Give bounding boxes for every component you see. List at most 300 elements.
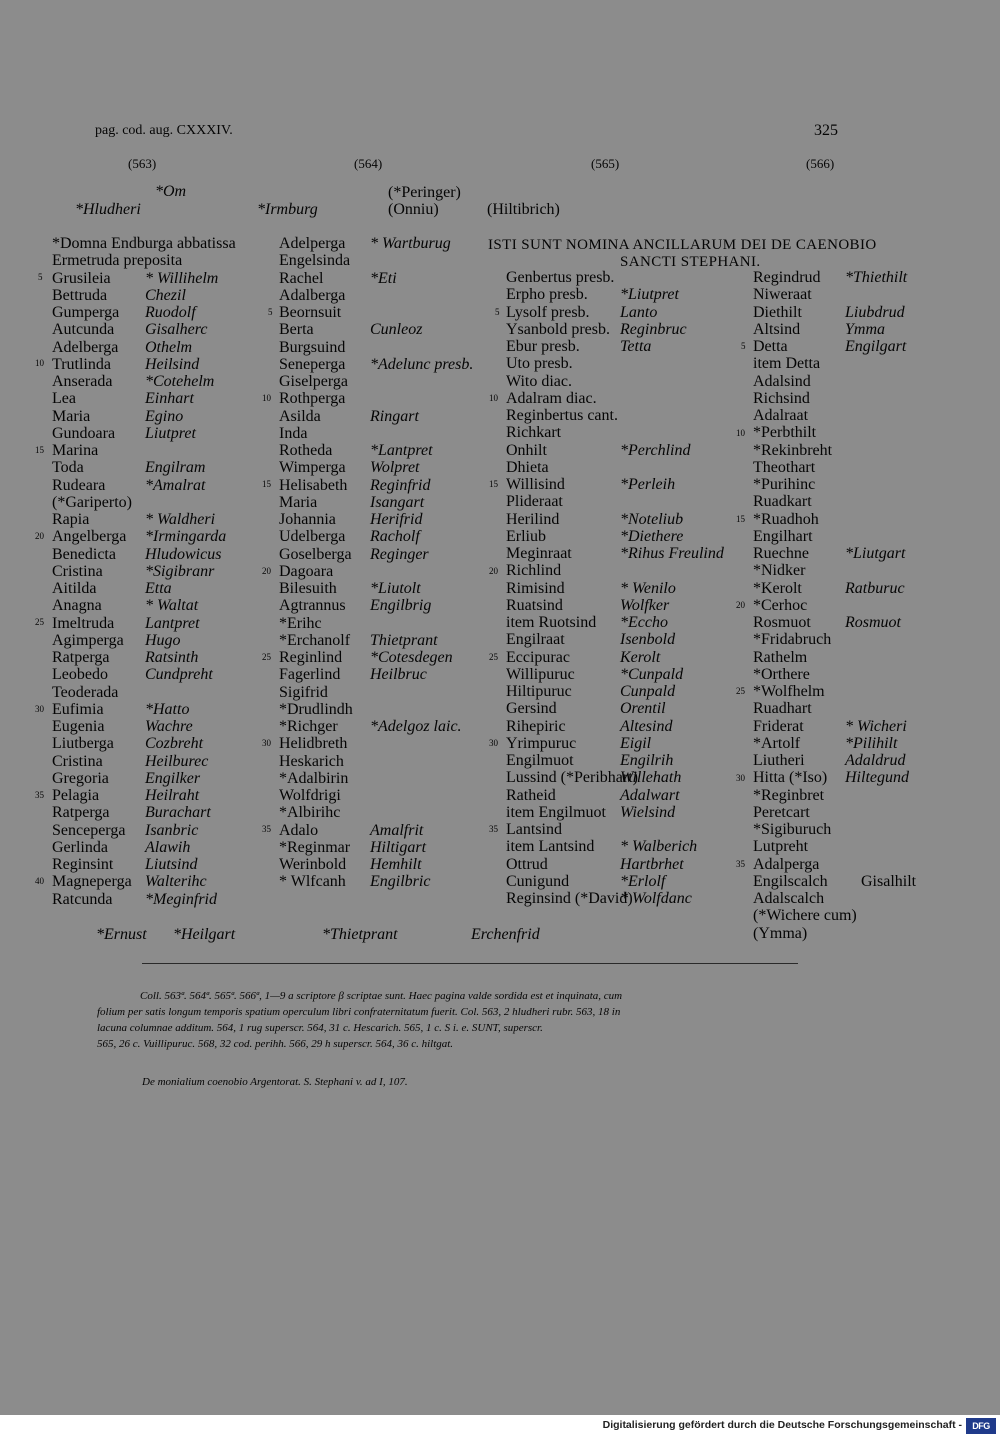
name-entry: Isenbold <box>620 631 676 649</box>
name-entry: Adelberga <box>52 338 119 356</box>
name-entry: Yrimpuruc <box>506 734 577 752</box>
name-entry: Eugenia <box>52 718 105 735</box>
name-entry <box>845 856 916 873</box>
name-entry <box>145 684 226 701</box>
name-entry <box>845 493 916 510</box>
name-entry: Rapia <box>52 511 90 528</box>
name-entry <box>620 373 724 390</box>
column-565-names <box>506 269 638 907</box>
name-entry <box>845 838 916 855</box>
column-563-second-names <box>145 235 226 908</box>
name-entry: Hludowicus <box>145 545 222 563</box>
name-entry <box>845 700 916 717</box>
name-entry: *Nidker <box>753 562 806 580</box>
name-entry: Hugo <box>145 631 181 649</box>
name-entry: Engilbrig <box>370 597 432 615</box>
entry-hiltibrich: (Hiltibrich) <box>487 201 560 218</box>
name-entry: Maria <box>279 493 318 511</box>
name-entry: Engelsinda <box>279 252 351 270</box>
heading-line-1: ISTI SUNT NOMINA ANCILLARUM DEI DE CAENOBIO <box>488 237 877 253</box>
line-number: 10 <box>489 393 498 403</box>
name-entry: Marina <box>52 442 99 459</box>
name-entry: Kerolt <box>620 648 661 666</box>
name-entry: *Albirihc <box>279 804 341 822</box>
name-entry <box>845 442 916 459</box>
name-entry: Engilgart <box>845 338 907 355</box>
name-entry <box>620 562 724 579</box>
name-entry: Friderat <box>753 717 804 735</box>
name-entry: Heilsind <box>145 355 200 373</box>
name-entry: Magneperga <box>52 873 132 891</box>
name-entry: *Perbthilt <box>753 424 817 442</box>
name-entry: Autcunda <box>52 321 115 339</box>
name-entry: Amalfrit <box>370 821 424 839</box>
column-number-566: (566) <box>806 156 835 171</box>
name-entry: Richlind <box>506 562 562 580</box>
name-entry: *Rekinbreht <box>753 441 833 459</box>
name-entry: *Perchlind <box>620 441 691 459</box>
name-entry: *Kerolt <box>753 579 802 597</box>
name-entry: Eigil <box>620 734 652 752</box>
name-entry: Gisalhilt <box>861 872 917 890</box>
line-number: 5 <box>38 272 43 282</box>
name-entry: *Rihus Freulind <box>620 545 724 562</box>
name-entry <box>845 804 916 821</box>
name-entry: Racholf <box>370 528 420 546</box>
name-entry: Uto presb. <box>506 355 573 373</box>
name-entry <box>620 821 724 838</box>
name-entry: * Wenilo <box>620 579 676 597</box>
name-entry: Willipuruc <box>506 665 575 683</box>
name-entry: Liutpret <box>145 424 196 442</box>
name-entry: Egino <box>145 407 184 425</box>
name-entry: Altsind <box>753 320 801 338</box>
name-entry: Lutpreht <box>753 838 809 856</box>
name-entry: Grusileia <box>52 269 111 287</box>
line-number: 20 <box>489 566 498 576</box>
name-entry: Orentil <box>620 700 666 718</box>
name-entry: Johannia <box>279 511 336 528</box>
name-entry <box>370 373 473 390</box>
name-entry: Bettruda <box>52 286 108 304</box>
line-number: 10 <box>35 358 44 368</box>
name-entry <box>370 425 473 442</box>
name-entry: Niweraat <box>753 286 812 304</box>
name-entry: Anagna <box>52 597 102 615</box>
name-entry: Cozbreht <box>145 735 204 753</box>
name-entry: *Artolf <box>753 734 801 752</box>
name-entry: Rosmuot <box>845 614 901 631</box>
name-entry <box>370 787 473 804</box>
entry-om: *Om <box>155 183 187 200</box>
name-entry <box>845 476 916 493</box>
dfg-logo: DFG <box>966 1418 996 1434</box>
name-entry: Adalwart <box>620 786 680 804</box>
name-entry: *Erihc <box>279 614 322 632</box>
name-entry: Engilmuot <box>506 752 574 769</box>
name-entry: Othelm <box>145 338 193 356</box>
name-entry: *Richger <box>279 718 338 735</box>
name-entry <box>845 821 916 838</box>
name-entry <box>370 563 473 580</box>
name-entry: Udelberga <box>279 528 346 546</box>
name-entry: Rimisind <box>506 579 565 597</box>
line-number: 20 <box>35 531 44 541</box>
name-entry: *Reginmar <box>279 838 351 856</box>
funding-credit: Digitalisierung gefördert durch die Deutsche Forschungsgemeinschaft - <box>602 1419 962 1431</box>
name-entry: Thietprant <box>370 631 438 649</box>
name-entry <box>845 683 916 700</box>
name-entry <box>845 787 916 804</box>
name-entry: Adalberga <box>279 286 346 304</box>
name-entry: Gregoria <box>52 769 109 787</box>
name-entry: Lanto <box>620 303 658 321</box>
name-entry: Hartbrhet <box>620 855 684 873</box>
name-entry: *Diethere <box>620 527 684 545</box>
entry-irmburg: *Irmburg <box>257 201 318 218</box>
name-entry: Agtrannus <box>279 597 346 615</box>
name-entry: Bilesuith <box>279 580 337 597</box>
name-entry: Hiltegund <box>845 769 909 787</box>
name-entry: Theothart <box>753 458 816 476</box>
name-entry: Burgsuind <box>279 338 346 356</box>
name-entry: *Cerhoc <box>753 596 808 614</box>
apparatus-note-line-2: folium per satis longum temporis spatium operculum libri confraternitatum fuerit. Col. 563, 2 hludheri rubr. 563, 18 in <box>97 1006 621 1018</box>
name-entry: Adalscalch <box>753 890 825 907</box>
name-entry: Chezil <box>145 286 186 304</box>
line-number: 15 <box>736 514 745 524</box>
source-note: De monialium coenobio Argentorat. S. Stephani v. ad I, 107. <box>142 1076 408 1088</box>
name-entry: Ratburuc <box>845 579 905 597</box>
name-entry <box>845 925 916 942</box>
name-entry: Willehath <box>620 769 682 787</box>
name-entry: Hiltipuruc <box>506 683 572 700</box>
column-number-564: (564) <box>354 156 383 171</box>
name-entry: Adaldrud <box>845 752 906 769</box>
name-entry: *Noteliub <box>620 510 684 528</box>
name-entry: *Adelgoz laic. <box>370 718 462 735</box>
line-number: 30 <box>262 738 271 748</box>
name-entry: Rihepiric <box>506 717 566 735</box>
name-entry <box>620 355 724 372</box>
name-entry: Heilburec <box>145 752 209 770</box>
name-entry: Ratsinth <box>145 649 199 666</box>
name-entry: Richkart <box>506 424 562 442</box>
name-entry: Ebur presb. <box>506 338 580 355</box>
name-entry: *Fridabruch <box>753 631 832 649</box>
name-entry: Pelagia <box>52 787 100 804</box>
name-entry: Toda <box>52 459 84 477</box>
name-entry: Wolpret <box>370 459 420 477</box>
apparatus-note-line-4: 565, 26 c. Vuillipuruc. 568, 32 cod. perihh. 566, 29 h superscr. 564, 36 c. hiltgat. <box>97 1038 454 1050</box>
name-entry <box>370 390 473 407</box>
name-entry: Detta <box>753 338 788 355</box>
name-entry <box>845 666 916 683</box>
name-entry: Liutsind <box>145 856 198 873</box>
name-entry: *Ruadhoh <box>753 510 819 528</box>
name-entry <box>370 304 473 321</box>
name-entry: Helisabeth <box>279 476 348 494</box>
name-entry: Giselperga <box>279 373 349 390</box>
name-entry: Erliub <box>506 527 546 545</box>
name-entry: Ratcunda <box>52 890 113 908</box>
name-entry: Rudeara <box>52 476 106 494</box>
line-number: 15 <box>262 479 271 489</box>
name-entry: Senceperga <box>52 821 126 839</box>
name-entry: Etta <box>145 580 172 597</box>
name-entry: Genbertus presb. <box>506 269 615 286</box>
name-entry: *Adelunc presb. <box>370 355 474 373</box>
name-entry <box>145 494 226 511</box>
name-entry: Eufimia <box>52 700 104 718</box>
name-entry: Lea <box>52 390 76 408</box>
name-entry: *Cunpald <box>620 665 684 683</box>
footer-bar <box>0 1415 1000 1438</box>
name-entry: *Liutgart <box>845 545 906 562</box>
name-entry: Meginraat <box>506 545 572 562</box>
line-number: 5 <box>741 341 746 351</box>
name-entry: Ruadkart <box>753 493 812 511</box>
name-entry: Isanbric <box>145 821 199 839</box>
line-number: 20 <box>262 566 271 576</box>
name-entry: * Waldheri <box>145 511 216 528</box>
line-number: 35 <box>489 824 498 834</box>
name-entry: Adalraat <box>753 407 809 424</box>
name-entry: *Cotesdegen <box>370 649 453 666</box>
name-entry <box>845 562 916 579</box>
name-entry <box>845 424 916 441</box>
name-entry: Imeltruda <box>52 614 115 632</box>
name-entry: Gisalherc <box>145 321 208 339</box>
name-entry <box>845 528 916 545</box>
line-number: 25 <box>736 686 745 696</box>
name-entry: Wito diac. <box>506 372 572 390</box>
name-entry: *Pilihilt <box>845 734 898 752</box>
name-entry: *Eti <box>370 269 397 287</box>
name-entry: Rachel <box>279 269 324 287</box>
name-entry: Reginsind (*David) <box>506 890 633 907</box>
name-entry: Rathelm <box>753 648 808 666</box>
column-565-second-names <box>620 269 724 907</box>
name-entry: Engilbric <box>370 873 431 891</box>
column-564-names <box>279 235 353 891</box>
name-entry: Ermetruda preposita <box>52 252 183 270</box>
line-number: 25 <box>262 652 271 662</box>
name-entry: Benedicta <box>52 545 116 563</box>
name-entry: Reginsint <box>52 856 114 873</box>
name-entry: Leobedo <box>52 666 108 684</box>
name-entry <box>620 390 724 407</box>
line-number: 40 <box>35 876 44 886</box>
name-entry: Adalsind <box>753 372 811 390</box>
name-entry <box>620 269 724 286</box>
name-entry <box>845 907 916 924</box>
name-entry <box>145 252 226 269</box>
name-entry: Engilraat <box>506 631 565 649</box>
name-entry: Dhieta <box>506 458 549 476</box>
name-entry: * Wlfcanh <box>279 873 346 891</box>
name-entry: Heilbruc <box>370 666 427 684</box>
name-entry: Ringart <box>370 407 419 425</box>
line-number: 20 <box>736 600 745 610</box>
line-number: 5 <box>495 307 500 317</box>
column-566-names <box>753 269 857 942</box>
name-entry: *Liutpret <box>620 286 679 304</box>
line-number: 15 <box>35 445 44 455</box>
name-entry: * Willihelm <box>145 269 219 287</box>
name-entry: Fagerlind <box>279 666 341 684</box>
name-entry: Hiltigart <box>370 838 427 856</box>
name-entry: Dagoara <box>279 562 334 580</box>
line-number: 25 <box>35 617 44 627</box>
column-number-563: (563) <box>128 156 157 171</box>
name-entry: Walterihc <box>145 873 207 891</box>
entry-heilgart: *Heilgart <box>173 926 236 943</box>
name-entry: Ratperga <box>52 804 110 822</box>
name-entry: item Detta <box>753 355 821 373</box>
name-entry: Reginlind <box>279 649 343 666</box>
name-entry: Regindrud <box>753 269 821 286</box>
name-entry: *Wolfhelm <box>753 683 825 700</box>
name-entry: Cunpald <box>620 683 676 700</box>
name-entry: *Drudlindh <box>279 700 353 718</box>
name-entry: *Sigiburuch <box>753 821 832 838</box>
name-entry: Liubdrud <box>845 303 905 321</box>
name-entry: Lysolf presb. <box>506 303 590 321</box>
name-entry <box>845 407 916 424</box>
name-entry: (*Gariperto) <box>52 493 132 511</box>
name-entry: *Orthere <box>753 665 810 683</box>
name-entry <box>620 493 724 510</box>
name-entry: Hemhilt <box>370 856 422 873</box>
name-entry: Engilscalch <box>753 872 828 890</box>
name-entry: *Purihinc <box>753 476 816 493</box>
name-entry: Wachre <box>145 718 193 735</box>
apparatus-note-line-3: lacuna columnae additum. 564, 1 rug superscr. 564, 31 c. Hescarich. 565, 1 c. S i. e. SUNT, superscr. <box>97 1022 543 1034</box>
name-entry: Liutberga <box>52 735 114 753</box>
name-entry: *Cotehelm <box>145 373 215 390</box>
name-entry: Sigifrid <box>279 683 328 701</box>
entry-erchenfrid: Erchenfrid <box>471 926 540 943</box>
name-entry: *Thiethilt <box>845 269 908 286</box>
column-566-second-names <box>845 269 916 942</box>
name-entry: *Erchanolf <box>279 631 351 649</box>
name-entry <box>845 890 916 907</box>
name-entry <box>845 631 916 648</box>
name-entry <box>370 684 473 701</box>
name-entry: Aitilda <box>52 580 97 597</box>
name-entry: Altesind <box>620 717 673 735</box>
name-entry: Adelperga <box>279 235 346 252</box>
name-entry: Gerlinda <box>52 838 108 856</box>
line-number: 30 <box>35 704 44 714</box>
name-entry: Trutlinda <box>52 355 111 373</box>
name-entry: item Ruotsind <box>506 614 597 631</box>
name-entry: Hitta (*Iso) <box>753 769 828 787</box>
name-entry: * Walberich <box>620 838 698 856</box>
name-entry: Inda <box>279 424 308 442</box>
name-entry: Cristina <box>52 562 103 580</box>
name-entry <box>370 339 473 356</box>
name-entry: Reginbruc <box>620 320 687 338</box>
name-entry: Engilram <box>145 459 206 477</box>
line-number: 5 <box>268 307 273 317</box>
name-entry <box>370 252 473 269</box>
name-entry: Werinbold <box>279 856 347 873</box>
line-number: 35 <box>35 790 44 800</box>
name-entry <box>620 459 724 476</box>
entry-ernust: *Ernust <box>96 926 147 943</box>
name-entry: Gersind <box>506 700 557 718</box>
name-entry: *Amalrat <box>145 476 206 494</box>
name-entry: Reginfrid <box>370 476 431 494</box>
name-entry: Ruatsind <box>506 596 563 614</box>
name-entry: Cundpreht <box>145 666 213 684</box>
name-entry: * Wicheri <box>845 717 907 735</box>
name-entry: Asilda <box>279 407 321 425</box>
name-entry: Wolfdrigi <box>279 787 341 804</box>
name-entry: Herilind <box>506 510 560 528</box>
name-entry: Maria <box>52 407 91 425</box>
name-entry: *Sigibranr <box>145 562 215 580</box>
name-entry: * Waltat <box>145 597 199 615</box>
name-entry: *Liutolt <box>370 580 421 597</box>
name-entry: Adalo <box>279 821 319 839</box>
name-entry: *Adalbirin <box>279 769 349 787</box>
page-header-left: pag. cod. aug. CXXXIV. <box>95 123 233 138</box>
name-entry: (*Wichere cum) <box>753 907 857 925</box>
name-entry: Erpho presb. <box>506 286 588 304</box>
name-entry <box>845 373 916 390</box>
name-entry: Heskarich <box>279 752 344 770</box>
name-entry: Ratperga <box>52 649 110 666</box>
heading-line-2: SANCTI STEPHANI. <box>620 254 761 270</box>
name-entry: Beornsuit <box>279 304 342 321</box>
name-entry: Wimperga <box>279 459 346 477</box>
name-entry: Lantsind <box>506 821 562 838</box>
name-entry: *Domna Endburga abbatissa <box>52 235 236 252</box>
name-entry: item Lantsind <box>506 838 595 856</box>
line-number: 30 <box>489 738 498 748</box>
name-entry: Helidbreth <box>279 735 348 753</box>
name-entry: Goselberga <box>279 545 352 563</box>
name-entry <box>145 442 226 459</box>
name-entry: Agimperga <box>52 631 124 649</box>
line-number: 35 <box>736 859 745 869</box>
name-entry: Adalperga <box>753 855 820 873</box>
name-entry: Eccipurac <box>506 648 570 666</box>
name-entry: Wielsind <box>620 803 676 821</box>
name-entry: Ottrud <box>506 855 548 873</box>
name-entry: Reginger <box>370 545 429 563</box>
name-entry <box>845 649 916 666</box>
name-entry: Cristina <box>52 752 103 770</box>
name-entry: Onhilt <box>506 441 547 459</box>
name-entry: Engilrih <box>620 752 674 769</box>
name-entry: Ymma <box>845 320 886 338</box>
name-entry: Heilraht <box>145 787 200 804</box>
name-entry: * Wolfdanc <box>620 890 692 907</box>
name-entry: * Wartburug <box>370 235 451 252</box>
name-entry: Ruechne <box>753 545 809 562</box>
name-entry: Alawih <box>145 838 191 856</box>
name-entry <box>145 235 226 252</box>
name-entry <box>370 753 473 770</box>
name-entry: Rotheda <box>279 442 333 459</box>
name-entry: *Lantpret <box>370 442 433 459</box>
name-entry: Adalram diac. <box>506 389 597 407</box>
name-entry: Angelberga <box>52 528 127 546</box>
